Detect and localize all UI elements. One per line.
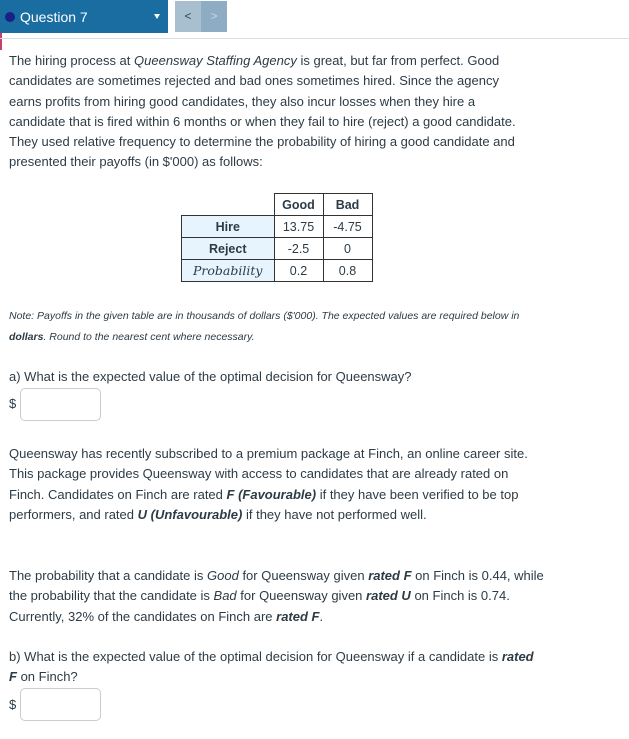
status-dot-icon bbox=[5, 12, 15, 22]
row-header-reject: Reject bbox=[182, 238, 275, 260]
company-name: Queensway Staffing Agency bbox=[134, 53, 297, 68]
table-corner bbox=[182, 194, 275, 216]
row-header-hire: Hire bbox=[182, 216, 275, 238]
currency-symbol: $ bbox=[9, 396, 17, 411]
next-question-button[interactable]: > bbox=[201, 1, 227, 32]
divider bbox=[0, 38, 629, 39]
table-cell: 13.75 bbox=[274, 216, 323, 238]
question-select[interactable] bbox=[0, 0, 168, 33]
note-text: Note: Payoffs in the given table are in thousands of dollars ($'000). The expected values are required below in dollars. Round to the nearest cent where necessary. bbox=[9, 310, 520, 343]
table-cell: -2.5 bbox=[274, 238, 323, 260]
previous-question-button[interactable]: < bbox=[175, 1, 201, 32]
intro-paragraph: The hiring process at Queensway Staffing Agency is great, but far from perfect. Good candidates are sometimes rejected and bad ones sometimes hired. Since the agency earns profits from hiring good candidates, they also incur losses when they hire a candidate that is fired within 6 months or when they fail to hire (reject) a good candidate. They used relative frequency to determine the probability of hiring a good candidate and presented their payoffs (in $'000) as follows: bbox=[9, 53, 516, 170]
table-cell: 0 bbox=[323, 238, 372, 260]
column-header-good: Good bbox=[274, 194, 323, 216]
answer-b-input[interactable] bbox=[20, 688, 101, 721]
finch-paragraph: Queensway has recently subscribed to a premium package at Finch, an online career site. This package provides Queensway with access to candidates that are already rated on Finch. Candidates on Finch are rated F (Favourable) if they have been verified to be top performers, and rated U (Unfavourable) if they have not performed well. bbox=[9, 446, 528, 522]
question-a-text: a) What is the expected value of the optimal decision for Queensway? bbox=[9, 369, 412, 384]
column-header-bad: Bad bbox=[323, 194, 372, 216]
probability-paragraph: The probability that a candidate is Good for Queensway given rated F on Finch is 0.44, while the probability that the candidate is Bad for Queensway given rated U on Finch is 0.74. Currently, 32% of the candidates on Finch are rated F. bbox=[9, 568, 544, 624]
question-indicator-mark bbox=[0, 33, 2, 50]
answer-a-input[interactable] bbox=[20, 388, 101, 421]
table-cell: -4.75 bbox=[323, 216, 372, 238]
payoff-table bbox=[181, 193, 373, 282]
currency-symbol: $ bbox=[9, 697, 17, 712]
question-nav-bar bbox=[0, 0, 629, 40]
question-b-text: b) What is the expected value of the optimal decision for Queensway if a candidate is rated F on Finch? bbox=[9, 649, 534, 685]
question-label: Question 7 bbox=[20, 9, 88, 25]
table-cell: 0.2 bbox=[274, 260, 323, 282]
table-cell: 0.8 bbox=[323, 260, 372, 282]
caret-down-icon bbox=[154, 14, 160, 19]
row-header-probability: Probability bbox=[182, 260, 275, 282]
